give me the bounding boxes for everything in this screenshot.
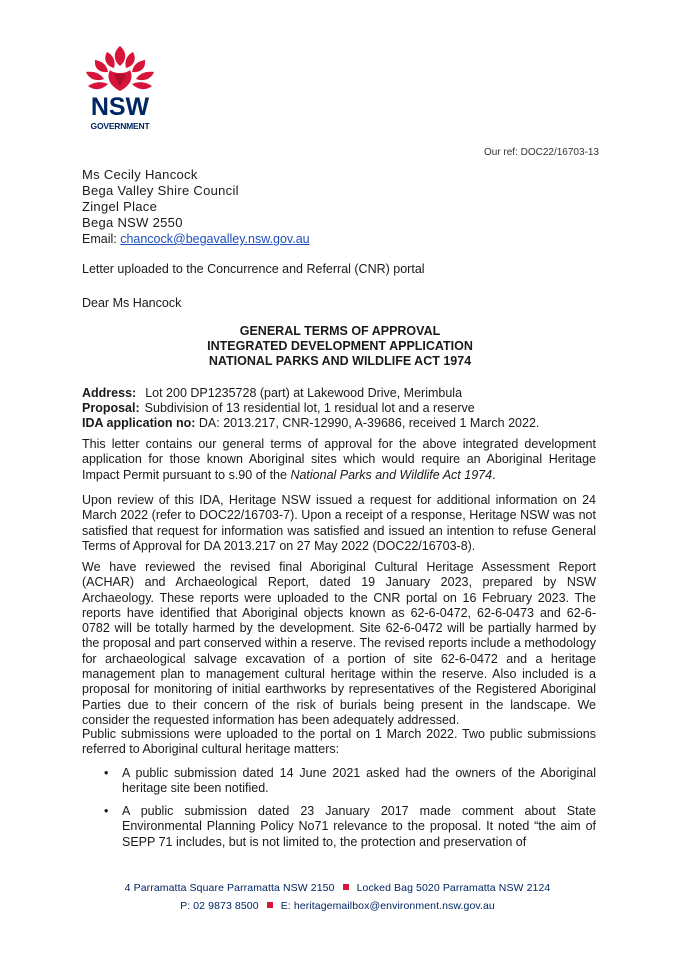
footer-contact-line — [0, 900, 675, 912]
intro-end: . — [492, 467, 496, 482]
review-paragraph: Upon review of this IDA, Heritage NSW issued a request for additional information on 24 March 2022 (refer to DOC22/16703-7). Upon a receipt of a response, Heritage NSW was not satisfied that request for information was satisfied and issued an intention to refuse General Terms of Approval for DA 2013.217 on 27 May 2022 (DOC22/16703-8). — [82, 493, 596, 553]
list-item: A public submission dated 23 January 2017 made comment about State Environmental Planning Policy No71 relevance to the proposal. It noted “the aim of SEPP 71 includes, but is not limited to, the protection and preservation of — [122, 804, 596, 849]
recipient-address — [82, 167, 239, 231]
footer-phone: P: 02 9873 8500 — [180, 900, 259, 912]
submissions-paragraph: Public submissions were uploaded to the portal on 1 March 2022. Two public submissions referred to Aboriginal cultural heritage matters: — [82, 727, 596, 757]
proposal-row — [82, 401, 602, 416]
recipient-locality: Bega NSW 2550 — [82, 215, 183, 230]
proposal-value: Subdivision of 13 residential lot, 1 residual lot and a reserve — [144, 401, 475, 415]
cnr-note: Letter uploaded to the Concurrence and Referral (CNR) portal — [82, 262, 425, 276]
email-link[interactable]: chancock@begavalley.nsw.gov.au — [120, 232, 310, 246]
waratah-icon — [80, 44, 160, 96]
logo-wordmark: NSW — [90, 93, 150, 121]
list-item: A public submission dated 14 June 2021 asked had the owners of the Aboriginal heritage site been notified. — [122, 766, 596, 796]
assessment-paragraph: We have reviewed the revised final Aboriginal Cultural Heritage Assessment Report (ACHAR) and Archaeological Report, dated 19 January 2023, prepared by NSW Archaeology. These reports were uploaded to the CNR portal on 16 February 2023. The reports have identified that Aboriginal objects known as 62-6-0472, 62-6-0473 and 62-6-0782 will be totally harmed by the development. Site 62-6-0472 will be partially harmed by the proposal and part conserved within a reserve. The revised reports include a methodology for archaeological salvage excavation of a portion of site 62-6-0472 and a heritage management plan to management cultural heritage within the reserve. Also included is a proposal for monitoring of initial earthworks by representatives of the Registered Aboriginal Parties due to their concern of the risk of burials being present in the landscape. We consider the requested information has been adequately addressed. — [82, 560, 596, 727]
bullet-icon: • — [104, 766, 109, 780]
footer-email: E: heritagemailbox@environment.nsw.gov.au — [280, 900, 495, 912]
nsw-government-logo — [80, 44, 160, 136]
title-line: NATIONAL PARKS AND WILDLIFE ACT 1974 — [208, 354, 472, 368]
bullet-icon: • — [104, 804, 109, 818]
logo-subtitle: GOVERNMENT — [90, 121, 150, 131]
recipient-name: Ms Cecily Hancock — [82, 167, 198, 182]
email-line — [82, 232, 310, 246]
our-reference: Our ref: DOC22/16703-13 — [483, 147, 599, 158]
ida-value: DA: 2013.217, CNR-12990, A-39686, received 1 March 2022. — [198, 416, 540, 430]
salutation: Dear Ms Hancock — [82, 296, 182, 310]
intro-text: This letter contains our general terms of approval for the above integrated development application for those known Aboriginal sites which would require an Aboriginal Heritage Impact Permit pursuant to s.90 of the — [82, 437, 596, 482]
recipient-organisation: Bega Valley Shire Council — [82, 183, 239, 198]
separator-icon — [343, 884, 349, 890]
intro-paragraph — [82, 437, 596, 483]
address-value: Lot 200 DP1235728 (part) at Lakewood Drive, Merimbula — [145, 386, 463, 400]
letter-title — [82, 324, 598, 369]
act-name: National Parks and Wildlife Act 1974 — [290, 467, 493, 482]
ida-row — [82, 416, 602, 431]
address-label: Address: — [82, 386, 137, 400]
footer-postal-address: Locked Bag 5020 Parramatta NSW 2124 — [356, 882, 551, 894]
application-details — [82, 386, 602, 431]
separator-icon — [267, 902, 273, 908]
address-row — [82, 386, 602, 401]
email-label: Email: — [82, 232, 121, 246]
title-line: INTEGRATED DEVELOPMENT APPLICATION — [207, 339, 473, 353]
footer-street-address: 4 Parramatta Square Parramatta NSW 2150 — [124, 882, 335, 894]
proposal-label: Proposal: — [82, 401, 140, 415]
recipient-street: Zingel Place — [82, 199, 158, 214]
footer-address-line — [0, 882, 675, 894]
ida-label: IDA application no: — [82, 416, 196, 430]
title-line: GENERAL TERMS OF APPROVAL — [239, 324, 441, 338]
